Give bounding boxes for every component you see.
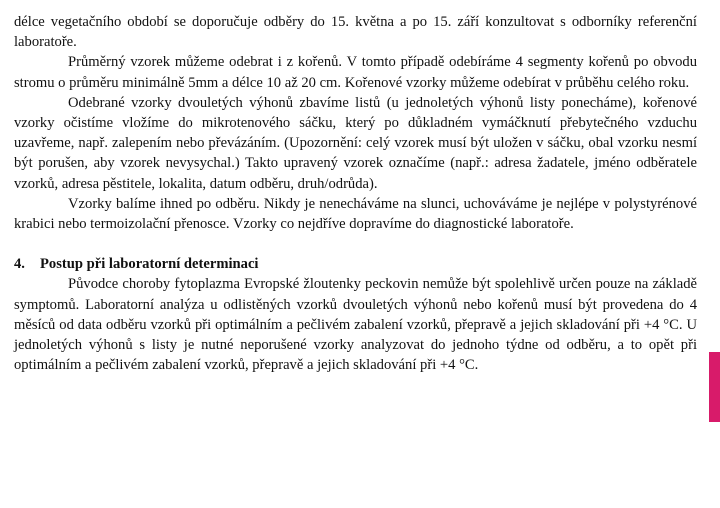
section-number: 4. bbox=[14, 256, 25, 273]
paragraph-sample-packing: Vzorky balíme ihned po odběru. Nikdy je nenecháváme na slunci, uchováváme je nejlépe v polystyrénové krabici nebo termoizolační přenosce. Vzorky co nejdříve dopravíme do diagnostické laboratoře. bbox=[14, 195, 697, 233]
section-title: Postup při laboratorní determinaci bbox=[40, 256, 259, 273]
document-page bbox=[14, 12, 697, 375]
paragraph-sampling-period: délce vegetačního období se doporučuje odběry do 15. května a po 15. září konzultovat s odborníky referenční laboratoře. bbox=[14, 14, 697, 51]
page-edge-marker bbox=[709, 352, 720, 422]
paragraph-sample-preparation: Odebrané vzorky dvouletých výhonů zbavíme listů (u jednoletých výhonů listy ponecháme), kořenové vzorky očistíme vložíme do mikrotenového sáčku, který po důkladném vymáčknutí přebytečného vzduchu uzavřeme, např. zalepením nebo převázáním. (Upozornění: celý vzorek musí být uložen v sáčku, obal vzorku nesmí být porušen, aby vzorek nevysychal.) Takto upravený vzorek označíme (např.: adresa žadatele, jméno odběratele vzorků, adresa pěstitele, lokalita, datum odběru, druh/odrůda). bbox=[14, 94, 697, 192]
section-heading bbox=[14, 254, 697, 274]
section-spacer bbox=[14, 234, 697, 254]
paragraph-lab-determination: Původce choroby fytoplazma Evropské žloutenky peckovin nemůže být spolehlivě určen pouze na základě symptomů. Laboratorní analýza u odlistěných vzorků dvouletých výhonů nebo kořenů musí být provedena do 4 měsíců od data odběru vzorků při optimálním a pečlivém zabalení vzorků, přepravě a jejich skladování při +4 °C. U jednoletých výhonů s listy je nutné neporušené vzorky analyzovat do jednoho týdne od odběru, a to opět při optimálním a pečlivém zabalení vzorků, přepravě a jejich skladování při +4 °C. bbox=[14, 276, 697, 374]
paragraph-root-sample: Průměrný vzorek můžeme odebrat i z kořenů. V tomto případě odebíráme 4 segmenty kořenů po obvodu stromu o průměru minimálně 5mm a délce 10 až 20 cm. Kořenové vzorky můžeme odebírat v průběhu celého roku. bbox=[14, 54, 697, 91]
